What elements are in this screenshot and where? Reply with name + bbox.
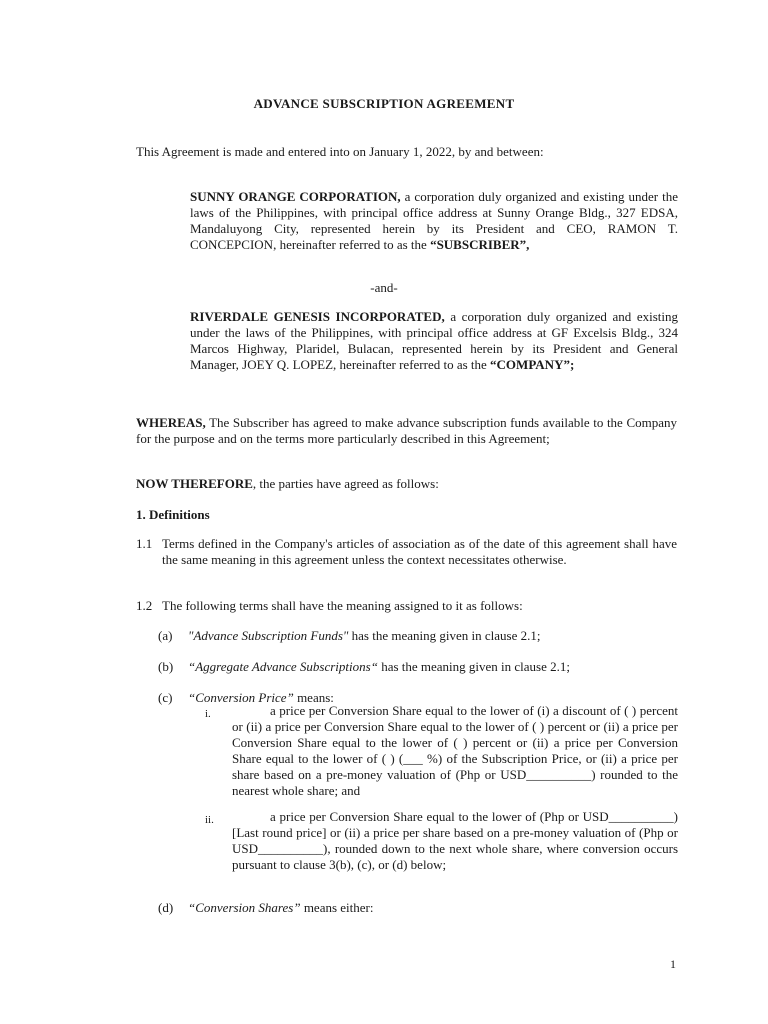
party-company-defined-term: “COMPANY”; — [490, 357, 575, 372]
party-company — [190, 309, 678, 373]
clause-1-2-text: The following terms shall have the meaning assigned to it as follows: — [162, 598, 523, 613]
item-a — [188, 628, 540, 644]
document-title: ADVANCE SUBSCRIPTION AGREEMENT — [253, 96, 515, 111]
party-company-text: a corporation duly organized and existing under the laws of the Philippines, with principal office address at GF Excelsis Bldg., 324 Marcos Highway, Plaridel, Bulacan, represented herein by its President and General Manager, JOEY Q. LOPEZ, hereinafter referred to as the — [190, 309, 678, 372]
party-subscriber-name: SUNNY ORANGE CORPORATION, — [190, 189, 401, 204]
item-label-d: (d) — [158, 900, 174, 915]
roman-item-i — [232, 703, 678, 799]
roman-item-i-text: a price per Conversion Share equal to the lower of (i) a discount of ( ) percent or (ii) a price per Conversion Share equal to the lower of ( ) percent or (ii) a price per Conversion Share equal to the lower of ( ) percent or (ii) a price per Conversion Share equal to the lower of ( ) (___ %) of the Subscription Price, or (ii) a price per share based on a pre-money valuation of (Php or USD__________) rounded to the nearest whole share; and — [232, 703, 678, 798]
party-company-name: RIVERDALE GENESIS INCORPORATED, — [190, 309, 445, 324]
intro-paragraph: This Agreement is made and entered into on January 1, 2022, by and between: — [136, 144, 544, 159]
clause-number-1-2: 1.2 — [136, 598, 153, 613]
whereas-paragraph — [136, 415, 677, 447]
now-therefore-paragraph — [136, 476, 439, 492]
item-a-text: has the meaning given in clause 2.1; — [348, 628, 541, 643]
roman-item-ii — [232, 809, 678, 873]
roman-label-ii: ii. — [205, 814, 214, 826]
item-d-term: “Conversion Shares” — [188, 900, 301, 915]
item-label-c: (c) — [158, 690, 173, 705]
now-therefore-lead: NOW THEREFORE — [136, 476, 253, 491]
party-subscriber — [190, 189, 678, 253]
now-therefore-text: , the parties have agreed as follows: — [252, 476, 439, 491]
item-label-a: (a) — [158, 628, 173, 643]
and-separator: -and- — [370, 280, 398, 295]
item-b — [188, 659, 570, 675]
whereas-text: The Subscriber has agreed to make advance subscription funds available to the Company for the purpose and on the terms more particularly described in this Agreement; — [136, 415, 677, 446]
item-b-term: “Aggregate Advance Subscriptions“ — [188, 659, 378, 674]
item-d-text: means either: — [300, 900, 374, 915]
item-label-b: (b) — [158, 659, 174, 674]
item-d — [188, 900, 373, 916]
item-c-text: means: — [293, 690, 334, 705]
roman-label-i: i. — [205, 708, 211, 720]
item-c-term: “Conversion Price” — [188, 690, 294, 705]
clause-1-1-text: Terms defined in the Company's articles of association as of the date of this agreement shall have the same meaning in this agreement unless the context necessitates otherwise. — [162, 536, 677, 567]
item-b-text: has the meaning given in clause 2.1; — [377, 659, 570, 674]
page-number: 1 — [670, 957, 676, 971]
party-subscriber-defined-term: “SUBSCRIBER”, — [430, 237, 530, 252]
whereas-lead: WHEREAS, — [136, 415, 206, 430]
party-subscriber-text: a corporation duly organized and existing under the laws of the Philippines, with principal office address at Sunny Orange Bldg., 327 EDSA, Mandaluyong City, represented herein by its President and CEO, RAMON T. CONCEPCION, hereinafter referred to as the — [190, 189, 678, 252]
item-a-term: "Advance Subscription Funds" — [188, 628, 349, 643]
roman-item-ii-text: a price per Conversion Share equal to the lower of (Php or USD__________) [Last round price] or (ii) a price per share based on a pre-money valuation of (Php or USD__________), rounded down to the next whole share, where conversion occurs pursuant to clause 3(b), (c), or (d) below; — [232, 809, 678, 872]
clause-number-1-1: 1.1 — [136, 536, 153, 551]
section-heading-definitions: 1. Definitions — [136, 507, 210, 522]
